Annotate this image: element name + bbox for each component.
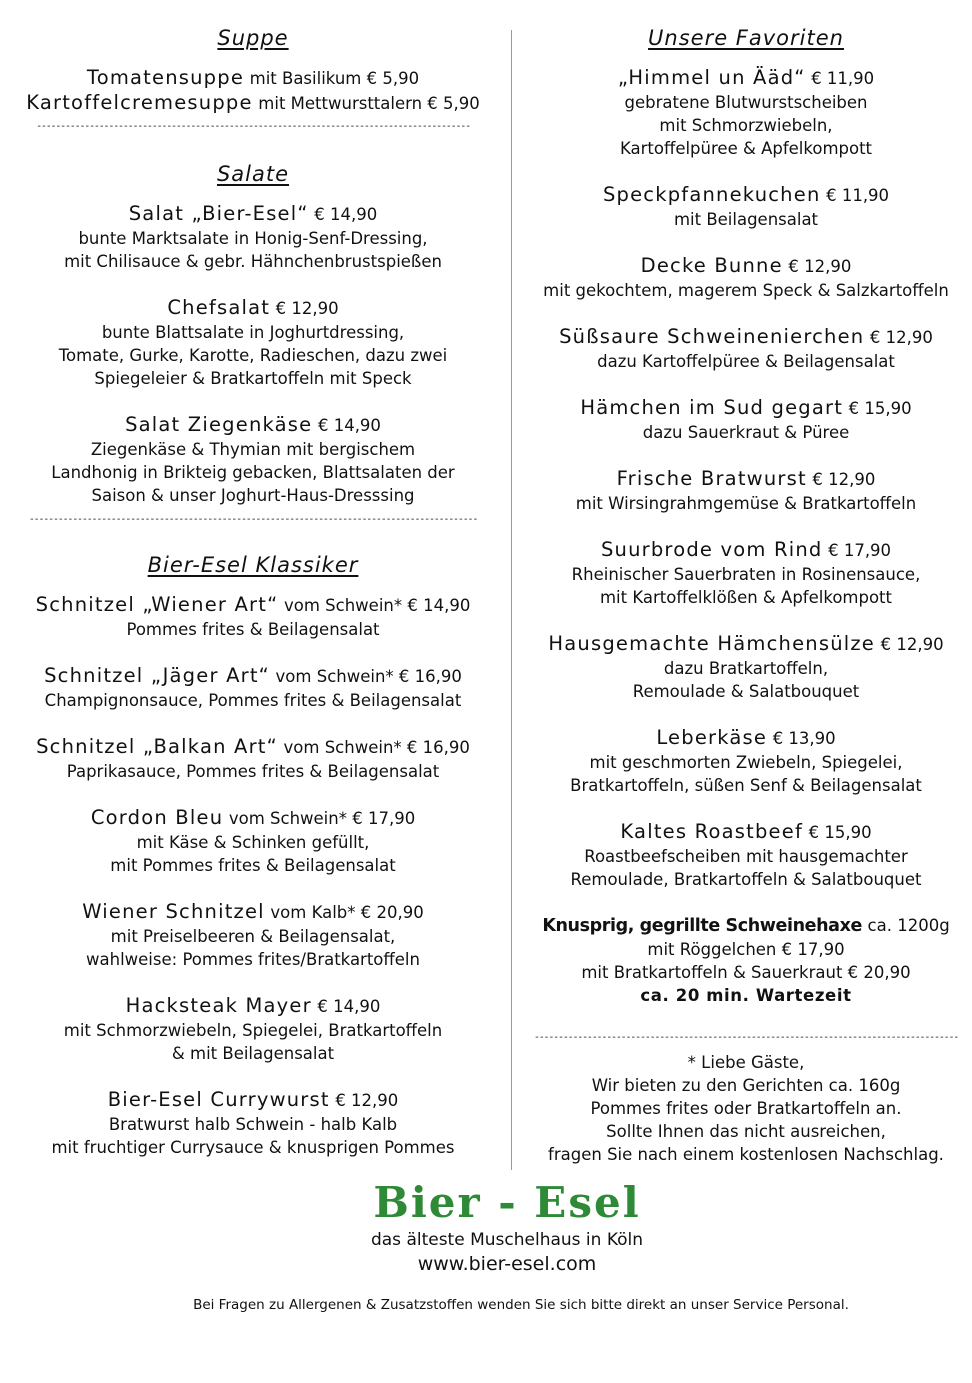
item-price: € 14,90: [317, 416, 381, 435]
menu-item-haemchensuelze: [522, 632, 970, 703]
item-desc: mit Schmorzwiebeln, Spiegelei, Bratkartoffeln: [63, 1021, 443, 1040]
item-price: vom Kalb* € 20,90: [270, 903, 424, 922]
item-name: Schnitzel „Jäger Art“: [44, 664, 270, 687]
menu-item-schnitzel-jaeger-art: [22, 664, 484, 712]
item-price: € 11,90: [826, 186, 890, 205]
left-column: [22, 24, 484, 1159]
item-desc: mit Chilisauce & gebr. Hähnchenbrustspießen: [64, 252, 442, 271]
item-price: € 12,90: [275, 299, 339, 318]
notice-line: Pommes frites oder Bratkartoffeln an.: [590, 1099, 902, 1118]
menu-item-suurbrode: [522, 538, 970, 609]
item-desc: mit Wirsingrahmgemüse & Bratkartoffeln: [575, 494, 917, 513]
section-title-suppe: Suppe: [217, 26, 289, 50]
item-desc: bunte Blattsalate in Joghurtdressing,: [101, 323, 405, 342]
item-price: € 15,90: [848, 399, 912, 418]
item-desc: mit Beilagensalat: [673, 210, 819, 229]
item-desc: dazu Bratkartoffeln,: [663, 659, 829, 678]
item-price: € 14,90: [314, 205, 378, 224]
menu-item-wiener-schnitzel: [22, 900, 484, 971]
section-title-favoriten: Unsere Favoriten: [648, 26, 844, 50]
item-name: Kaltes Roastbeef: [620, 820, 804, 843]
item-desc: mit Mettwursttalern € 5,90: [258, 94, 480, 113]
item-desc: Saison & unser Joghurt-Haus-Dresssing: [91, 486, 415, 505]
item-price: € 13,90: [772, 729, 836, 748]
item-name: Frische Bratwurst: [616, 467, 807, 490]
menu-item-decke-bunne: [522, 254, 970, 302]
item-price: vom Schwein* € 16,90: [283, 738, 470, 757]
item-name: Kartoffelcremesuppe: [26, 91, 253, 114]
item-desc: Landhonig in Brikteig gebacken, Blattsalaten der: [51, 463, 455, 482]
brand-block: [0, 1178, 972, 1276]
item-desc: Champignonsauce, Pommes frites & Beilagensalat: [44, 691, 462, 710]
item-desc: Spiegeleier & Bratkartoffeln mit Speck: [94, 369, 412, 388]
item-price: € 12,90: [335, 1091, 399, 1110]
dashed-divider: ------------------------------------------------------------------------------------------: [36, 121, 470, 132]
item-desc: mit geschmorten Zwiebeln, Spiegelei,: [589, 753, 903, 772]
notice-line: * Liebe Gäste,: [687, 1053, 805, 1072]
item-desc: mit gekochtem, magerem Speck & Salzkartoffeln: [543, 281, 949, 300]
section-title-salate: Salate: [216, 162, 290, 186]
item-name: Bier-Esel Currywurst: [107, 1088, 330, 1111]
menu-item-himmel-un-aeaed: [522, 66, 970, 160]
item-price: vom Schwein* € 17,90: [228, 809, 416, 828]
menu-item-schweinenierchen: [522, 325, 970, 373]
section-title-klassiker: Bier-Esel Klassiker: [147, 553, 359, 577]
item-desc: mit Basilikum € 5,90: [249, 69, 420, 88]
item-desc: mit Röggelchen € 17,90: [647, 940, 845, 959]
item-price: € 12,90: [812, 470, 876, 489]
menu-item-currywurst: [22, 1088, 484, 1159]
item-desc: mit Kartoffelklößen & Apfelkompott: [599, 588, 892, 607]
item-name: Salat „Bier-Esel“: [128, 202, 309, 225]
menu-item-salat-bier-esel: [22, 202, 484, 273]
item-price: € 17,90: [828, 541, 892, 560]
item-desc: Ziegenkäse & Thymian mit bergischem: [90, 440, 416, 459]
guest-notice: [522, 1051, 970, 1166]
item-weight: ca. 1200g: [867, 916, 950, 935]
item-price: vom Schwein* € 16,90: [275, 667, 462, 686]
item-desc: Pommes frites & Beilagensalat: [126, 620, 380, 639]
menu-item-frische-bratwurst: [522, 467, 970, 515]
item-price: € 12,90: [788, 257, 852, 276]
brand-subtitle: das älteste Muschelhaus in Köln: [370, 1230, 644, 1250]
dashed-divider: ----------------------------------------------------------------------------------------: [533, 1032, 959, 1043]
item-desc: mit Bratkartoffeln & Sauerkraut € 20,90: [581, 963, 911, 982]
item-desc: Kartoffelpüree & Apfelkompott: [619, 139, 873, 158]
item-desc: Tomate, Gurke, Karotte, Radieschen, dazu zwei: [58, 346, 448, 365]
item-name: Hämchen im Sud gegart: [580, 396, 844, 419]
item-name: Tomatensuppe: [86, 66, 245, 89]
notice-line: fragen Sie nach einem kostenlosen Nachschlag.: [548, 1145, 944, 1164]
notice-line: Sollte Ihnen das nicht ausreichen,: [606, 1122, 886, 1141]
item-desc: mit fruchtiger Currysauce & knusprigen Pommes: [51, 1138, 455, 1157]
right-column: [522, 24, 970, 1166]
item-name: Hacksteak Mayer: [125, 994, 312, 1017]
menu-item-haemchen-im-sud: [522, 396, 970, 444]
item-desc: mit Schmorzwiebeln,: [659, 116, 833, 135]
item-desc: Bratwurst halb Schwein - halb Kalb: [108, 1115, 398, 1134]
item-name: Leberkäse: [656, 726, 768, 749]
menu-item-schnitzel-balkan-art: [22, 735, 484, 783]
item-desc: Remoulade, Bratkartoffeln & Salatbouquet: [570, 870, 922, 889]
item-desc: dazu Sauerkraut & Püree: [642, 423, 850, 442]
menu-item-salat-ziegenkaese: [22, 413, 484, 507]
item-desc: mit Käse & Schinken gefüllt,: [136, 833, 370, 852]
item-name: Suurbrode vom Rind: [600, 538, 823, 561]
item-name: Speckpfannekuchen: [602, 183, 821, 206]
item-desc: wahlweise: Pommes frites/Bratkartoffeln: [86, 950, 420, 969]
item-name: Salat Ziegenkäse: [125, 413, 313, 436]
menu-item-leberkaese: [522, 726, 970, 797]
item-price: € 15,90: [808, 823, 872, 842]
item-name: Decke Bunne: [640, 254, 783, 277]
item-price: vom Schwein* € 14,90: [284, 596, 471, 615]
allergen-note: Bei Fragen zu Allergenen & Zusatzstoffen wenden Sie sich bitte direkt an unser Service Personal.: [193, 1297, 849, 1313]
item-name: Cordon Bleu: [90, 806, 224, 829]
item-name: „Himmel un Ääd“: [617, 66, 806, 89]
item-desc: bunte Marktsalate in Honig-Senf-Dressing,: [78, 229, 428, 248]
item-wait-note: ca. 20 min. Wartezeit: [640, 986, 852, 1005]
brand-website[interactable]: www.bier-esel.com: [417, 1253, 597, 1275]
menu-item-hacksteak-mayer: [22, 994, 484, 1065]
item-desc: dazu Kartoffelpüree & Beilagensalat: [597, 352, 895, 371]
menu-item-kaltes-roastbeef: [522, 820, 970, 891]
item-desc: mit Preiselbeeren & Beilagensalat,: [110, 927, 396, 946]
menu-item-schnitzel-wiener-art: [22, 593, 484, 641]
item-name: Hausgemachte Hämchensülze: [548, 632, 876, 655]
menu-item-cordon-bleu: [22, 806, 484, 877]
item-price: € 11,90: [811, 69, 875, 88]
notice-line: Wir bieten zu den Gerichten ca. 160g: [591, 1076, 901, 1095]
item-name: Knusprig, gegrillte Schweinehaxe: [542, 916, 862, 936]
item-price: € 12,90: [880, 635, 944, 654]
item-desc: Rheinischer Sauerbraten in Rosinensauce,: [571, 565, 921, 584]
item-desc: Remoulade & Salatbouquet: [632, 682, 860, 701]
brand-logo: Bier - Esel: [373, 1178, 641, 1227]
item-desc: Roastbeefscheiben mit hausgemachter: [584, 847, 908, 866]
column-divider: [511, 30, 512, 1170]
item-name: Wiener Schnitzel: [82, 900, 265, 923]
item-name: Chefsalat: [167, 296, 271, 319]
dashed-divider: ---------------------------------------------------------------------------------------------: [28, 514, 478, 525]
item-name: Schnitzel „Balkan Art“: [36, 735, 278, 758]
item-name: Süßsaure Schweinenierchen: [559, 325, 865, 348]
item-desc: Bratkartoffeln, süßen Senf & Beilagensalat: [570, 776, 922, 795]
item-desc: Paprikasauce, Pommes frites & Beilagensalat: [66, 762, 440, 781]
item-price: € 12,90: [869, 328, 933, 347]
menu-item-tomatensuppe: [22, 66, 484, 116]
menu-item-speckpfannekuchen: [522, 183, 970, 231]
item-desc: & mit Beilagensalat: [171, 1044, 335, 1063]
menu-item-chefsalat: [22, 296, 484, 390]
item-desc: gebratene Blutwurstscheiben: [624, 93, 868, 112]
item-name: Schnitzel „Wiener Art“: [35, 593, 279, 616]
menu-item-schweinehaxe: [522, 914, 970, 1007]
item-desc: mit Pommes frites & Beilagensalat: [110, 856, 396, 875]
item-price: € 14,90: [317, 997, 381, 1016]
